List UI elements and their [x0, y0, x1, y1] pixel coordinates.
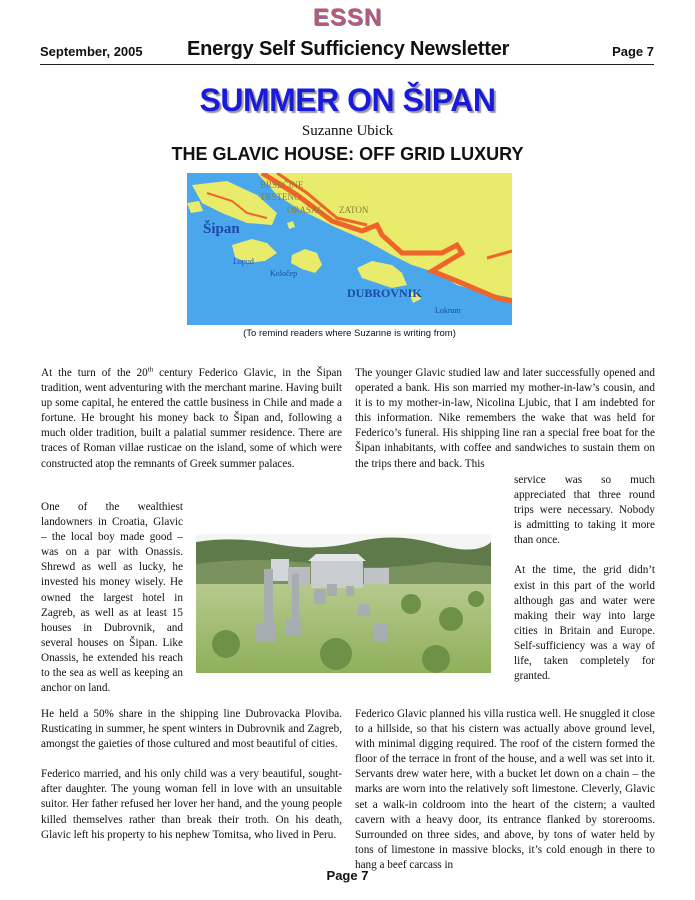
article-author: Suzanne Ubick: [301, 123, 394, 139]
paragraph-2-continued: [41, 707, 342, 843]
p2-cont-text: He held a 50% share in the shipping line Dubrovacka Ploviba. Rusticating in summer, he spent winters in Dubrovnik and Zagreb, amongst the gaieties of those cultured and most beautiful of cities.: [41, 708, 342, 751]
paragraph-4-continued: [514, 473, 655, 684]
p1-text-b: century Federico Glavic, in the Šipan tradition, went adventuring with the merchant marine. Having built up some capital, he entered the cattle business in Chile and made a fortune. He brought his money back to Šipan and, following a much older tradition, built a palatial summer residence. There are traces of Roman villae rusticae on the island, some of which were constructed atop the remnants of Greek summer palaces.: [41, 367, 342, 470]
article-title: SUMMER ON ŠIPAN: [199, 82, 496, 118]
glavic-house-photo: [196, 534, 491, 673]
map-caption: (To remind readers where Suzanne is writing from): [243, 328, 456, 339]
map-label-kolocep: Koločep: [270, 269, 298, 278]
map-label-zaton: ZATON: [339, 205, 369, 215]
map-label-dubrovnik: DUBROVNIK: [347, 286, 422, 300]
p2-text: One of the wealthiest landowners in Croatia, Glavic – the local boy made good – was on a par with Onassis. Shrewd as well as lucky, he invested his money wisely. He owned the largest hotel in Zagreb, as well as at least 15 houses in Dubrovnik, and several houses on Šipan. Like Onassis, he extended his reach to the sea as well as keeping an anchor on land.: [41, 501, 183, 695]
map-graphic: [187, 173, 512, 325]
paragraph-6: [355, 707, 655, 873]
footer-page-number: Page 7: [326, 868, 369, 883]
photo-graphic: [196, 534, 491, 673]
p4-text: The younger Glavic studied law and later successfully opened and operated a bank. His son married my mother-in-law’s cousin, and it is to my mother-in-law, Nicolina Ljubic, that I am indebted for this information. Nike remembers the wake that was held for Federico’s funeral. His shipping line ran a special free boat for the Šipan inhabitants, with coffee and sandwiches to sustain them on the trips there and back. This: [355, 367, 655, 470]
paragraph-5: At the time, the grid didn’t exist in this part of the world although gas and water were making their way into large cities in Britain and Europe. Self-sufficiency was a way of life, taken completely for granted.: [514, 564, 655, 683]
map-label-brsecine: BRSEČINE: [260, 180, 304, 190]
article-subtitle: THE GLAVIC HOUSE: OFF GRID LUXURY: [171, 144, 524, 164]
map-label-lopud: Lopud: [233, 257, 254, 266]
issue-date: September, 2005: [40, 44, 143, 59]
p4-cont-text: service was so much appreciated that three round trips were necessary. Nobody is admitting to taking it more than once.: [514, 474, 655, 547]
newsletter-header: [40, 38, 654, 65]
paragraph-3: Federico married, and his only child was a very beautiful, sought-after daughter. The young woman fell in love with an unsuitable suitor. Her father refused her lover her hand, and the young people killed themselves rather than break their troth. On his death, Glavic left his property to his nephew Tomitsa, who lived in Peru.: [41, 768, 342, 841]
dubrovnik-region-map: [187, 173, 512, 325]
paragraph-1: [41, 366, 342, 472]
p1-text-a: At the turn of the 20: [41, 367, 148, 379]
map-label-lokrum: Lokrum: [435, 306, 461, 315]
essn-logo: ESSN: [312, 4, 383, 31]
p6-text: Federico Glavic planned his villa rustica well. He snuggled it close to a hillside, so that his cistern was actually above ground level, with minimal digging required. The roof of the cistern formed the floor of the terrace in front of the house, and a well was set into it. Servants drew water here, with a bucket let down on a chain – the marks are worn into the relatively soft limestone. Cleverly, Glavic set a walk-in coldroom into the heart of the cistern; a vaulted cavern with a heavy door, its entrance flanked by storerooms. Surrounded on three sides, and above, by tons of water held by tons of limestone in massive blocks, it’s cold enough in there to hang a beef carcass in: [355, 708, 655, 871]
header-page-number: Page 7: [612, 44, 654, 59]
paragraph-2: [41, 500, 183, 696]
map-label-trsteno: TRSTENO: [260, 192, 301, 202]
ordinal-suffix: th: [147, 365, 154, 374]
paragraph-4: [355, 366, 655, 472]
map-label-orasac: ORAŠAC: [287, 205, 324, 215]
map-label-sipan: Šipan: [203, 221, 240, 237]
newsletter-title: Energy Self Sufficiency Newsletter: [187, 38, 510, 60]
